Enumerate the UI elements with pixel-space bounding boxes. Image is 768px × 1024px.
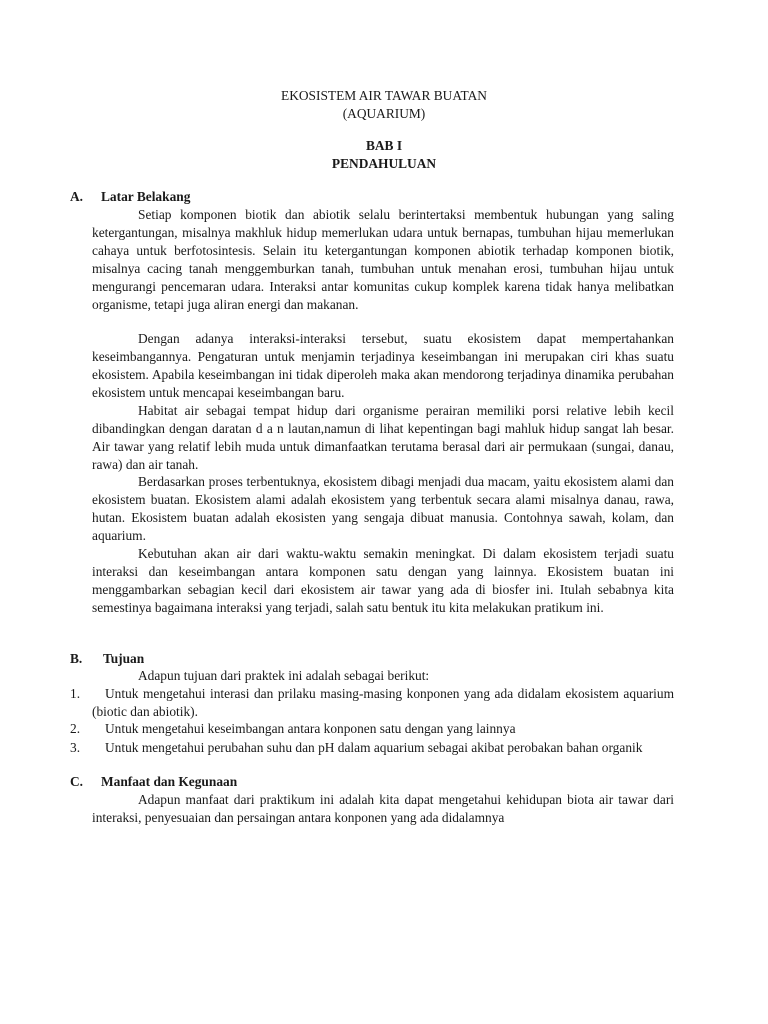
- list-item: Untuk mengetahui interasi dan prilaku masing-masing konponen yang ada didalam ekosistem aquarium (biotic dan abiotik).: [92, 686, 674, 719]
- chapter-number: BAB I: [365, 138, 403, 153]
- section-c-title: Manfaat dan Kegunaan: [101, 774, 238, 789]
- document-subtitle: (AQUARIUM): [342, 106, 426, 121]
- section-c-marker: C.: [70, 774, 84, 789]
- section-a-paragraph-1: Setiap komponen biotik dan abiotik selalu berintertaksi membentuk hubungan yang saling ketergantungan, misalnya makhluk hidup memerlukan udara untuk bernapas, tumbuhan hijau memerlukan cahaya untuk berfotosintesis. Selain itu ketergantungan komponen abiotik terhadap komponen biotik, misalnya cacing tanah menggemburkan tanah, tumbuhan untuk menahan erosi, tumbuhan hijau untuk mengurangi pencemaran udara. Interaksi antar komunitas cukup komplek karena tidak hanya melibatkan organisme, tetapi juga aliran energi dan makanan.: [92, 207, 674, 312]
- list-item: Untuk mengetahui keseimbangan antara konponen satu dengan yang lainnya: [105, 721, 516, 736]
- list-item-number: 3.: [70, 740, 81, 755]
- section-a-title: Latar Belakang: [101, 189, 191, 204]
- section-a-paragraph-5: Kebutuhan akan air dari waktu-waktu semakin meningkat. Di dalam ekosistem terjadi suatu interaksi dan keseimbangan antara komponen satu dengan yang lainnya. Ekosistem buatan ini menggambarkan sebagian kecil dari ekosistem air tawar yang ada di biosfer ini. Itulah sebabnya kita semestinya bagaimana interaksi yang terjadi, salah satu bentuk itu kita melakukan pratikum ini.: [92, 546, 674, 615]
- list-item-number: 1.: [70, 686, 81, 701]
- chapter-title: PENDAHULUAN: [331, 156, 437, 171]
- section-a-paragraph-4: Berdasarkan proses terbentuknya, ekosistem dibagi menjadi dua macam, yaitu ekosistem alami dan ekosistem buatan. Ekosistem alami adalah ekosistem yang terbentuk secara alami misalnya danau, rawa, hutan. Ekosistem buatan adalah ekosisten yang sengaja dibuat manusia. Contohnya sawah, kolam, dan aquarium.: [92, 474, 674, 543]
- section-c-paragraph: Adapun manfaat dari praktikum ini adalah kita dapat mengetahui kehidupan biota air tawar dari interaksi, penyesuaian dan persaingan antara konponen yang ada didalamnya: [92, 792, 674, 825]
- section-a-paragraph-2: Dengan adanya interaksi-interaksi tersebut, suatu ekosistem dapat mempertahankan keseimbangannya. Pengaturan untuk menjamin terjadinya keseimbangan ini merupakan ciri khas suatu ekosistem. Apabila keseimbangan ini tidak diperoleh maka akan mendorong terjadinya dinamika perubahan ekosistem untuk mencapai keseimbangan baru.: [92, 331, 674, 400]
- list-item-number: 2.: [70, 721, 81, 736]
- section-a-marker: A.: [70, 189, 84, 204]
- section-b-title: Tujuan: [103, 651, 145, 666]
- list-item: Untuk mengetahui perubahan suhu dan pH dalam aquarium sebagai akibat perobakan bahan organik: [105, 740, 643, 755]
- document-title: EKOSISTEM AIR TAWAR BUATAN: [281, 88, 487, 103]
- section-b-marker: B.: [70, 651, 83, 666]
- section-b-intro: Adapun tujuan dari praktek ini adalah sebagai berikut:: [138, 668, 430, 683]
- section-a-paragraph-3: Habitat air sebagai tempat hidup dari organisme perairan memiliki porsi relative lebih kecil dibandingkan dengan daratan d a n lautan,namun di lihat kepentingan bagi mahluk hidup sangat lah besar. Air tawar yang relatif lebih muda untuk dimanfaatkan terutama berasal dari air permukaan (sungai, danau, rawa) dan air tanah.: [92, 403, 674, 472]
